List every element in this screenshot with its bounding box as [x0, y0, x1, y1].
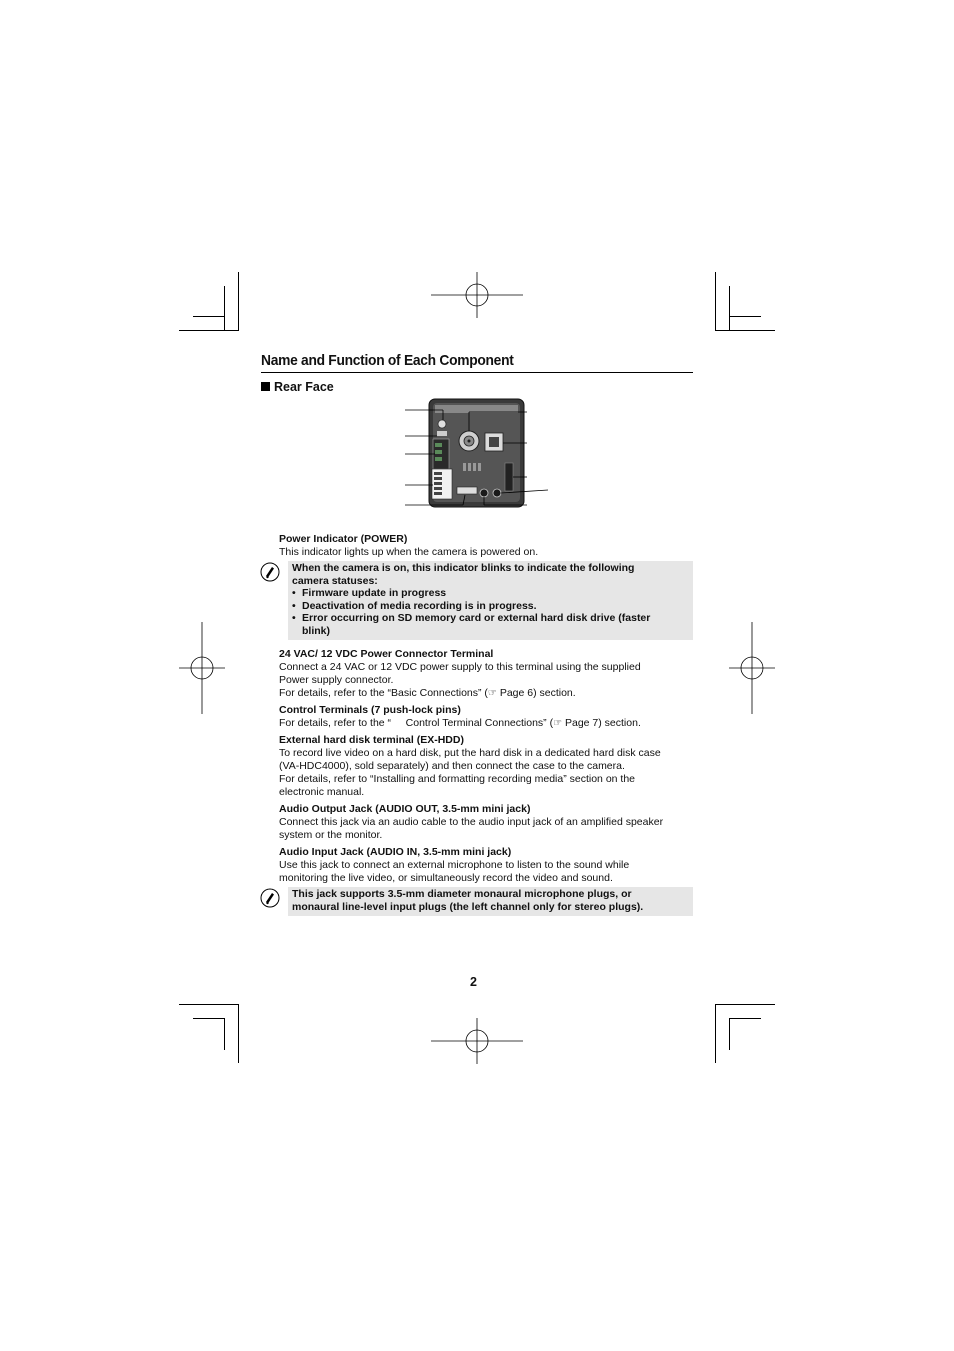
component-power-connector: [279, 648, 693, 700]
item-text: For details, refer to the “Basic Connections” (☞ Page 6) section.: [279, 687, 576, 699]
registration-mark-right: [729, 622, 775, 714]
component-power-indicator: [279, 533, 693, 559]
item-text: electronic manual.: [279, 786, 365, 798]
item-heading: 24 VAC/ 12 VDC Power Connector Terminal: [279, 648, 494, 660]
note-text: monaural line-level input plugs (the left channel only for stereo plugs).: [292, 900, 644, 913]
section-heading-text: Rear Face: [274, 380, 334, 394]
note-box-power-indicator: [288, 561, 693, 640]
note-bullet: • Deactivation of media recording is in progress.: [292, 600, 689, 613]
item-heading: Audio Input Jack (AUDIO IN, 3.5-mm mini jack): [279, 846, 512, 858]
component-audio-in: [279, 846, 693, 885]
crop-mark: [224, 1018, 225, 1050]
item-text: Connect this jack via an audio cable to the audio input jack of an amplified speaker: [279, 816, 664, 828]
registration-mark-left: [179, 622, 225, 714]
component-external-hdd: [279, 734, 693, 799]
crop-mark: [715, 330, 775, 331]
crop-mark: [238, 1005, 239, 1063]
item-text: system or the monitor.: [279, 829, 383, 841]
crop-mark: [729, 1018, 730, 1050]
registration-mark-bottom: [431, 1018, 523, 1064]
crop-mark: [715, 272, 716, 330]
crop-mark: [193, 316, 225, 317]
item-heading: Control Terminals (7 push-lock pins): [279, 704, 461, 716]
note-text: When the camera is on, this indicator blinks to indicate the following: [292, 562, 635, 574]
crop-mark: [193, 1018, 225, 1019]
crop-mark: [238, 272, 239, 330]
note-text: camera statuses:: [292, 574, 378, 587]
registration-mark-top: [431, 272, 523, 318]
item-text: For details, refer to “Installing and formatting recording media” section on the: [279, 773, 636, 785]
crop-mark: [729, 316, 761, 317]
item-text: Power supply connector.: [279, 674, 394, 686]
crop-mark: [715, 1004, 775, 1005]
item-text: This indicator lights up when the camera is powered on.: [279, 546, 539, 558]
camera-rear-face-illustration: [405, 397, 550, 509]
item-text: Use this jack to connect an external microphone to listen to the sound while: [279, 859, 630, 871]
item-text: Connect a 24 VAC or 12 VDC power supply to this terminal using the supplied: [279, 661, 641, 673]
note-bullet: • Error occurring on SD memory card or external hard disk drive (faster blink): [292, 612, 689, 637]
note-pencil-icon: [260, 888, 280, 908]
component-control-terminals: [279, 704, 693, 730]
item-heading: Power Indicator (POWER): [279, 533, 408, 545]
crop-mark: [715, 1005, 716, 1063]
crop-mark: [179, 1004, 239, 1005]
square-bullet-icon: [261, 382, 270, 391]
note-box-audio-in: [288, 887, 693, 916]
crop-mark: [729, 1018, 761, 1019]
crop-mark: [224, 286, 225, 330]
item-heading: Audio Output Jack (AUDIO OUT, 3.5-mm mini jack): [279, 803, 531, 815]
crop-mark: [179, 330, 239, 331]
item-text: To record live video on a hard disk, put the hard disk in a dedicated hard disk case: [279, 747, 661, 759]
item-text: For details, refer to the “ Control Terminal Connections” (☞ Page 7) section.: [279, 717, 641, 729]
pointing-hand-icon: ☞: [487, 688, 497, 699]
section-heading: [261, 380, 334, 394]
item-text: monitoring the live video, or simultaneously record the video and sound.: [279, 872, 613, 884]
note-pencil-icon: [260, 562, 280, 582]
pointing-hand-icon: ☞: [553, 718, 563, 729]
note-bullet: • Firmware update in progress: [292, 587, 689, 600]
page-title: Name and Function of Each Component: [261, 352, 514, 369]
note-bullet-list: [292, 587, 689, 637]
component-audio-out: [279, 803, 693, 842]
item-heading: External hard disk terminal (EX-HDD): [279, 734, 464, 746]
note-text: This jack supports 3.5-mm diameter monaural microphone plugs, or: [292, 888, 632, 900]
page-number: 2: [470, 975, 477, 989]
item-text: (VA-HDC4000), sold separately) and then connect the case to the camera.: [279, 760, 625, 772]
crop-mark: [729, 286, 730, 330]
title-rule: [261, 372, 693, 373]
